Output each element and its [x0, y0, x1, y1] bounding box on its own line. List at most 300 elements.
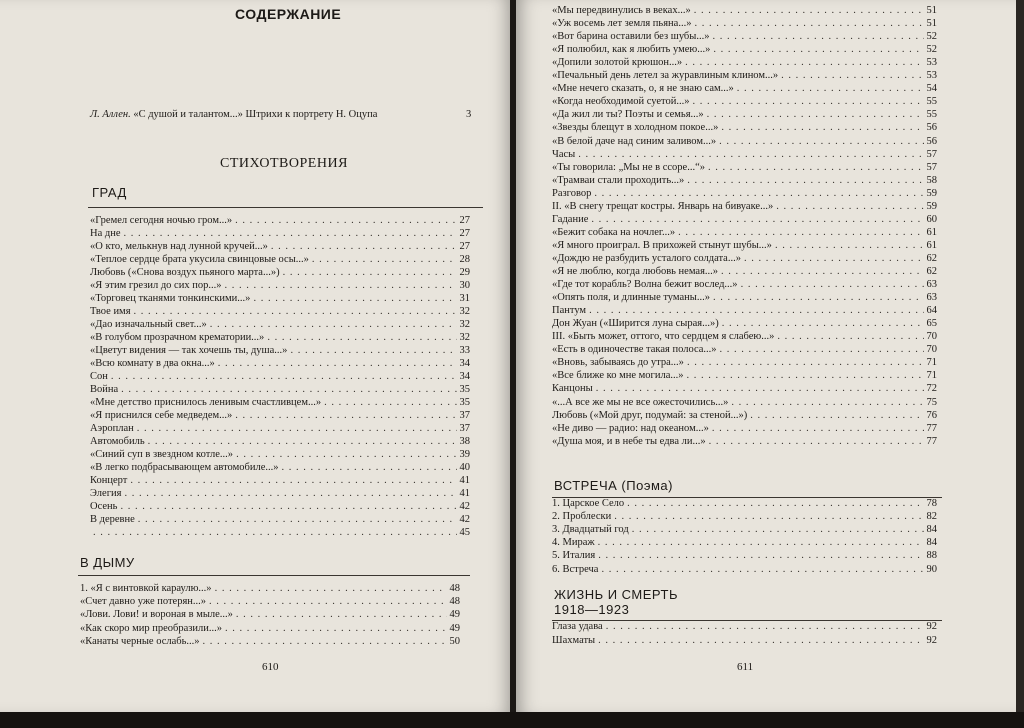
leader-dots — [271, 241, 457, 253]
toc-entry-page: 61 — [926, 226, 937, 238]
toc-entry-title: «В голубом прозрачном крематории...» — [90, 332, 265, 343]
leader-dots — [709, 436, 924, 448]
toc-entry — [552, 109, 937, 121]
toc-entry-page: 70 — [926, 331, 937, 343]
toc-entry — [90, 280, 470, 292]
toc-entry-title: Пантум — [552, 305, 587, 317]
leader-dots — [685, 57, 923, 69]
toc-entry-title: «Звезды блещут в холодном покое...» — [552, 122, 719, 134]
left-page — [0, 0, 512, 712]
leader-dots — [594, 188, 923, 200]
leader-dots — [722, 318, 924, 330]
leader-dots — [712, 31, 923, 43]
toc-entry-page: 37 — [459, 423, 470, 434]
toc-entry-title: «Канаты черные ослабь...» — [80, 635, 200, 647]
toc-entry-title: 2. Проблески — [552, 511, 612, 523]
toc-entry-title: Любовь («Мой друг, подумай: за стеной...») — [552, 409, 748, 421]
toc-entry-title: «...А все же мы не все ожесточились...» — [552, 396, 729, 408]
toc-entry — [80, 596, 460, 608]
toc-entry-page: 77 — [926, 435, 937, 447]
toc-entry-title: «Вот барина оставили без шубы...» — [552, 31, 710, 43]
contents-title: СОДЕРЖАНИЕ — [235, 6, 342, 22]
toc-entry-page: 56 — [926, 135, 937, 147]
toc-entry-page: 52 — [926, 44, 937, 56]
leader-dots — [137, 423, 457, 435]
toc-entry — [90, 436, 470, 448]
toc-entry-page: 62 — [926, 252, 937, 264]
toc-entry-page: 32 — [459, 332, 470, 343]
leader-dots — [236, 449, 456, 461]
toc-entry-title: «Торговец тканями тонкинскими...» — [90, 293, 251, 304]
toc-entry-page: 71 — [926, 370, 937, 382]
toc-entry — [552, 621, 937, 633]
leader-dots — [719, 136, 923, 148]
toc-entry — [552, 214, 937, 226]
leader-dots — [606, 621, 924, 633]
toc-entry — [90, 332, 470, 344]
leader-dots — [777, 331, 923, 343]
toc-entry-title: «Душа моя, и в небе ты едва ли...» — [552, 435, 706, 447]
toc-entry-page: 35 — [459, 397, 470, 408]
toc-entry-page: 32 — [459, 319, 470, 330]
leader-dots — [781, 70, 923, 82]
toc-entry-title: «Когда необходимой суетой...» — [552, 96, 690, 108]
intro-author: Л. Аллен. — [90, 109, 131, 120]
toc-entry-title: Часы — [552, 148, 576, 160]
leader-dots — [134, 306, 457, 318]
toc-entry-page: 65 — [926, 318, 937, 330]
poems-section-title: СТИХОТВОРЕНИЯ — [220, 156, 348, 171]
leader-dots — [224, 280, 456, 292]
toc-entry-page: 59 — [926, 187, 937, 199]
toc-entry — [552, 279, 937, 291]
leader-dots — [598, 550, 923, 562]
toc-entry-page: 50 — [449, 635, 460, 647]
toc-entry-page: 39 — [459, 449, 470, 460]
toc-entry-title: «Гремел сегодня ночью гром...» — [90, 215, 233, 226]
leader-dots — [203, 636, 447, 648]
toc-entry-page: 57 — [926, 161, 937, 173]
toc-entry-page: 60 — [926, 213, 937, 225]
intro-text: «С душой и талантом...» Штрихи к портрету Н. Оцупа — [133, 109, 378, 120]
toc-entry-page: 61 — [926, 239, 937, 251]
toc-entry-title: «Теплое сердце брата укусила свинцовые осы...» — [90, 254, 309, 265]
leader-dots — [678, 227, 923, 239]
toc-entry — [552, 410, 937, 422]
toc-entry — [90, 228, 470, 240]
leader-dots — [209, 596, 446, 608]
toc-entry-page: 42 — [459, 501, 470, 512]
toc-entry-page: 55 — [926, 109, 937, 121]
leader-dots — [596, 383, 924, 395]
toc-entry-title: Канцоны — [552, 383, 593, 395]
v-dymu-heading: В ДЫМУ — [80, 555, 135, 570]
toc-entry-title: 1. «Я с винтовкой караулю...» — [80, 583, 212, 594]
toc-entry — [90, 475, 470, 487]
toc-entry-title: II. «В снегу трещат костры. Январь на бивуаке...» — [552, 200, 774, 212]
leader-dots — [693, 96, 924, 108]
toc-entry-page: 63 — [926, 279, 937, 291]
toc-entry-page: 88 — [926, 550, 937, 562]
leader-dots — [627, 498, 923, 510]
toc-entry-title: «Допили золотой крюшон...» — [552, 57, 683, 69]
leader-dots — [737, 83, 924, 95]
toc-entry — [90, 319, 470, 331]
toc-entry — [80, 623, 460, 635]
toc-entry — [90, 267, 470, 279]
toc-entry-title: Концерт — [90, 475, 128, 486]
toc-entry — [552, 122, 937, 134]
toc-entry-page: 27 — [459, 215, 470, 226]
toc-entry — [552, 136, 937, 148]
toc-entry — [90, 462, 470, 474]
toc-entry — [552, 188, 937, 200]
leader-dots — [721, 266, 923, 278]
toc-entry-page: 30 — [459, 280, 470, 291]
toc-entry-title: «Ты говорила: „Мы не в ссоре...“» — [552, 161, 705, 173]
toc-entry — [90, 254, 470, 266]
leader-dots — [721, 122, 923, 134]
leader-dots — [694, 5, 924, 17]
toc-entry-title: «Да жил ли ты? Поэты и семья...» — [552, 109, 704, 121]
leader-dots — [741, 279, 924, 291]
toc-entry-title: «Печальный день летел за журавлиным клином...» — [552, 70, 779, 82]
toc-entry-page: 84 — [926, 524, 937, 536]
toc-entry — [552, 96, 937, 108]
toc-entry-page: 78 — [926, 498, 937, 509]
toc-entry-page: 53 — [926, 70, 937, 82]
toc-entry — [90, 488, 470, 500]
leader-dots — [713, 292, 924, 304]
toc-entry — [552, 635, 937, 647]
toc-entry — [552, 564, 937, 576]
page-number-left: 610 — [262, 661, 279, 673]
toc-entry-title: Разговор — [552, 187, 592, 199]
toc-entry-page: 82 — [926, 511, 937, 523]
toc-entry — [90, 358, 470, 370]
toc-entry — [90, 345, 470, 357]
toc-entry-page: 77 — [926, 422, 937, 434]
right-page — [516, 0, 1016, 712]
toc-entry — [552, 344, 937, 356]
v-dymu-rule — [78, 575, 470, 576]
toc-entry-title: «Опять поля, и длинные туманы...» — [552, 292, 710, 304]
leader-dots — [124, 488, 456, 500]
toc-entry-title: 3. Двадцатый год — [552, 524, 629, 536]
page-number-right: 611 — [737, 661, 754, 673]
toc-entry-title: На дне — [90, 228, 121, 239]
toc-entry — [552, 175, 937, 187]
toc-entry-page: 92 — [926, 621, 937, 632]
toc-entry — [80, 609, 460, 621]
toc-entry-title: «Я не люблю, когда любовь немая...» — [552, 266, 719, 277]
toc-entry — [90, 397, 470, 409]
toc-entry-title: «Трамваи стали проходить...» — [552, 174, 685, 186]
leader-dots — [591, 214, 923, 226]
vstrecha-heading: ВСТРЕЧА (Поэма) — [554, 478, 673, 493]
leader-dots — [720, 344, 924, 356]
leader-dots — [121, 384, 456, 396]
toc-entry — [552, 524, 937, 536]
leader-dots — [218, 358, 457, 370]
toc-entry-page: 84 — [926, 537, 937, 549]
toc-entry — [552, 253, 937, 265]
toc-entry — [552, 57, 937, 69]
leader-dots — [687, 175, 923, 187]
leader-dots — [120, 501, 456, 513]
toc-entry — [90, 371, 470, 383]
toc-entry — [90, 241, 470, 253]
toc-entry-page: 49 — [449, 609, 460, 621]
leader-dots — [130, 475, 456, 487]
toc-entry-title: III. «Быть может, оттого, что сердцем я слабею...» — [552, 331, 775, 343]
toc-entry — [90, 384, 470, 396]
toc-entry — [552, 44, 937, 56]
intro-entry — [90, 109, 377, 120]
toc-entry-page: 55 — [926, 96, 937, 108]
toc-entry-page: 92 — [926, 634, 937, 646]
toc-entry-title: Любовь («Снова воздух пьяного марта...») — [90, 267, 280, 278]
toc-entry — [552, 83, 937, 95]
toc-entry — [90, 410, 470, 422]
toc-entry-title: «Я приснился себе медведем...» — [90, 410, 233, 421]
leader-dots — [687, 370, 924, 382]
leader-dots — [707, 109, 924, 121]
toc-entry-title: Автомобиль — [90, 436, 145, 447]
toc-entry-title: «Я много проиграл. В прихожей стынут шубы...» — [552, 239, 772, 251]
toc-entry-page: 48 — [449, 583, 460, 594]
toc-entry — [552, 162, 937, 174]
leader-dots — [138, 514, 457, 526]
toc-entry — [90, 306, 470, 318]
leader-dots — [614, 511, 923, 523]
leader-dots — [267, 332, 456, 344]
toc-entry-page: 48 — [449, 596, 460, 608]
toc-entry-title: «В белой даче над синим заливом...» — [552, 135, 717, 147]
leader-dots — [775, 240, 924, 252]
toc-entry — [552, 331, 937, 343]
toc-entry — [552, 550, 937, 562]
toc-entry-page: 27 — [459, 241, 470, 252]
toc-entry-title: «Мне нечего сказать, о, я не знаю сам...» — [552, 83, 734, 95]
toc-entry — [90, 449, 470, 461]
toc-entry — [552, 5, 937, 17]
grad-rule — [88, 207, 483, 208]
leader-dots — [215, 583, 447, 595]
toc-entry-page: 76 — [926, 409, 937, 421]
toc-entry-page: 45 — [459, 527, 470, 538]
leader-dots — [111, 371, 457, 383]
leader-dots — [283, 267, 457, 279]
leader-dots — [744, 253, 924, 265]
toc-entry-title: Твое имя — [90, 306, 131, 317]
toc-entry-title: 1. Царское Село — [552, 498, 625, 509]
toc-entry-title: «Лови. Лови! и вороная в мыле...» — [80, 609, 233, 621]
toc-entry-title: «Дождю не разбудить усталого солдата...» — [552, 252, 741, 264]
toc-entry-page: 37 — [459, 410, 470, 421]
toc-entry — [552, 383, 937, 395]
toc-entry-title: «Мне детство приснилось ленивым счастливцем...» — [90, 397, 322, 408]
toc-entry-page: 42 — [459, 514, 470, 525]
toc-entry-page: 70 — [926, 344, 937, 356]
leader-dots — [312, 254, 457, 266]
toc-entry — [552, 318, 937, 330]
toc-entry-title: Сон — [90, 371, 108, 382]
toc-entry-title: «В легко подбрасывающем автомобиле...» — [90, 462, 279, 473]
toc-entry-page: 54 — [926, 83, 937, 95]
toc-entry-title: Война — [90, 384, 119, 395]
toc-entry-page: 56 — [926, 122, 937, 134]
toc-entry-page: 63 — [926, 292, 937, 304]
toc-entry-page: 35 — [459, 384, 470, 395]
grad-heading: ГРАД — [92, 185, 127, 200]
toc-entry — [552, 305, 937, 317]
toc-entry-title: «Все ближе ко мне могила...» — [552, 370, 684, 382]
toc-entry-title: «Как скоро мир преобразили...» — [80, 622, 223, 634]
toc-entry — [552, 436, 937, 448]
leader-dots — [290, 345, 456, 357]
toc-entry-page: 52 — [926, 31, 937, 43]
toc-entry — [552, 70, 937, 82]
toc-entry-title: В деревне — [90, 514, 135, 525]
leader-dots — [253, 293, 456, 305]
toc-entry-title: «Уж восемь лет земля пьяна...» — [552, 18, 692, 30]
toc-entry-page: 64 — [926, 305, 937, 317]
leader-dots — [750, 410, 923, 422]
leader-dots — [225, 623, 446, 635]
toc-entry-page: 51 — [926, 5, 937, 16]
toc-entry-page: 27 — [459, 228, 470, 239]
toc-entry-page: 49 — [449, 622, 460, 634]
toc-entry-page: 33 — [459, 345, 470, 356]
toc-entry-title: «Цветут видения — так хочешь ты, душа...» — [90, 345, 288, 356]
leader-dots — [776, 201, 923, 213]
toc-entry-title: «Не диво — радио: над океаном...» — [552, 422, 709, 434]
leader-dots — [712, 423, 924, 435]
zhizn-years: 1918—1923 — [554, 602, 630, 617]
toc-entry — [552, 357, 937, 369]
toc-entry-title: «Дао изначальный свет...» — [90, 319, 207, 330]
toc-entry — [552, 149, 937, 161]
leader-dots — [235, 410, 456, 422]
scan-edge — [0, 712, 1024, 728]
toc-entry-page: 34 — [459, 358, 470, 369]
toc-entry — [552, 498, 937, 510]
toc-entry — [552, 227, 937, 239]
toc-entry-title: Аэроплан — [90, 423, 134, 434]
toc-entry-page: 34 — [459, 371, 470, 382]
toc-entry — [552, 240, 937, 252]
toc-entry — [552, 31, 937, 43]
leader-dots — [324, 397, 456, 409]
toc-entry-title: Шахматы — [552, 634, 596, 646]
leader-dots — [148, 436, 457, 448]
toc-entry — [552, 266, 937, 278]
leader-dots — [93, 527, 457, 539]
toc-entry — [552, 18, 937, 30]
toc-entry-title: 6. Встреча — [552, 563, 599, 575]
toc-entry — [552, 537, 937, 549]
toc-entry-title: «Где тот корабль? Волна бежит вослед...» — [552, 279, 738, 291]
leader-dots — [601, 564, 923, 576]
toc-entry — [552, 292, 937, 304]
toc-entry-page: 41 — [459, 475, 470, 486]
toc-entry-title: 5. Италия — [552, 550, 596, 562]
leader-dots — [578, 149, 923, 161]
toc-entry-page: 38 — [459, 436, 470, 447]
toc-entry-title: «Я полюбил, как я любить умею...» — [552, 44, 711, 56]
leader-dots — [694, 18, 923, 30]
toc-entry — [552, 201, 937, 213]
toc-entry-title: «Счет давно уже потерян...» — [80, 596, 207, 608]
leader-dots — [598, 635, 923, 647]
toc-entry — [90, 514, 470, 526]
toc-entry — [90, 423, 470, 435]
toc-entry-page: 71 — [926, 357, 937, 369]
toc-entry-page: 59 — [926, 200, 937, 212]
toc-entry-page: 51 — [926, 18, 937, 30]
toc-entry — [552, 423, 937, 435]
toc-entry-page: 90 — [926, 563, 937, 575]
toc-entry — [90, 501, 470, 513]
intro-page: 3 — [466, 109, 472, 120]
leader-dots — [598, 537, 924, 549]
leader-dots — [124, 228, 457, 240]
toc-entry-page: 53 — [926, 57, 937, 69]
toc-entry-title: Осень — [90, 501, 118, 512]
toc-entry-title: «Бежит собака на ночлег...» — [552, 226, 676, 238]
leader-dots — [589, 305, 923, 317]
zhizn-heading: ЖИЗНЬ И СМЕРТЬ — [554, 587, 678, 602]
leader-dots — [708, 162, 924, 174]
toc-entry-page: 40 — [459, 462, 470, 473]
toc-entry — [552, 511, 937, 523]
toc-entry-title: «Есть в одиночестве такая полоса...» — [552, 344, 717, 356]
toc-entry-title: «О кто, мелькнув над лунной кручей...» — [90, 241, 268, 252]
toc-entry-page: 58 — [926, 174, 937, 186]
toc-entry-title: 4. Мираж — [552, 537, 595, 549]
toc-entry — [80, 636, 460, 648]
leader-dots — [632, 524, 924, 536]
toc-entry-page: 62 — [926, 266, 937, 277]
toc-entry-page: 32 — [459, 306, 470, 317]
leader-dots — [236, 609, 447, 621]
toc-entry-page: 57 — [926, 148, 937, 160]
leader-dots — [731, 397, 923, 409]
leader-dots — [713, 44, 923, 56]
toc-entry-title: «Мы передвинулись в веках...» — [552, 5, 691, 16]
toc-entry-title: Глаза удава — [552, 621, 603, 632]
toc-entry-page: 41 — [459, 488, 470, 499]
toc-entry-page: 28 — [459, 254, 470, 265]
toc-entry-title: Гадание — [552, 213, 589, 225]
toc-entry-page: 72 — [926, 383, 937, 395]
toc-entry — [90, 215, 470, 227]
toc-entry-title: «Всю комнату в два окна...» — [90, 358, 215, 369]
toc-entry-title: Дон Жуан («Ширится луна сырая...») — [552, 318, 719, 330]
toc-entry-title: «Синий суп в звездном котле...» — [90, 449, 234, 460]
toc-entry — [90, 527, 470, 539]
leader-dots — [281, 462, 456, 474]
leader-dots — [687, 357, 924, 369]
leader-dots — [235, 215, 456, 227]
toc-entry — [552, 397, 937, 409]
toc-entry — [552, 370, 937, 382]
toc-entry — [80, 583, 460, 595]
toc-entry-title: «Я этим грезил до сих пор...» — [90, 280, 222, 291]
toc-entry — [90, 293, 470, 305]
leader-dots — [210, 319, 457, 331]
